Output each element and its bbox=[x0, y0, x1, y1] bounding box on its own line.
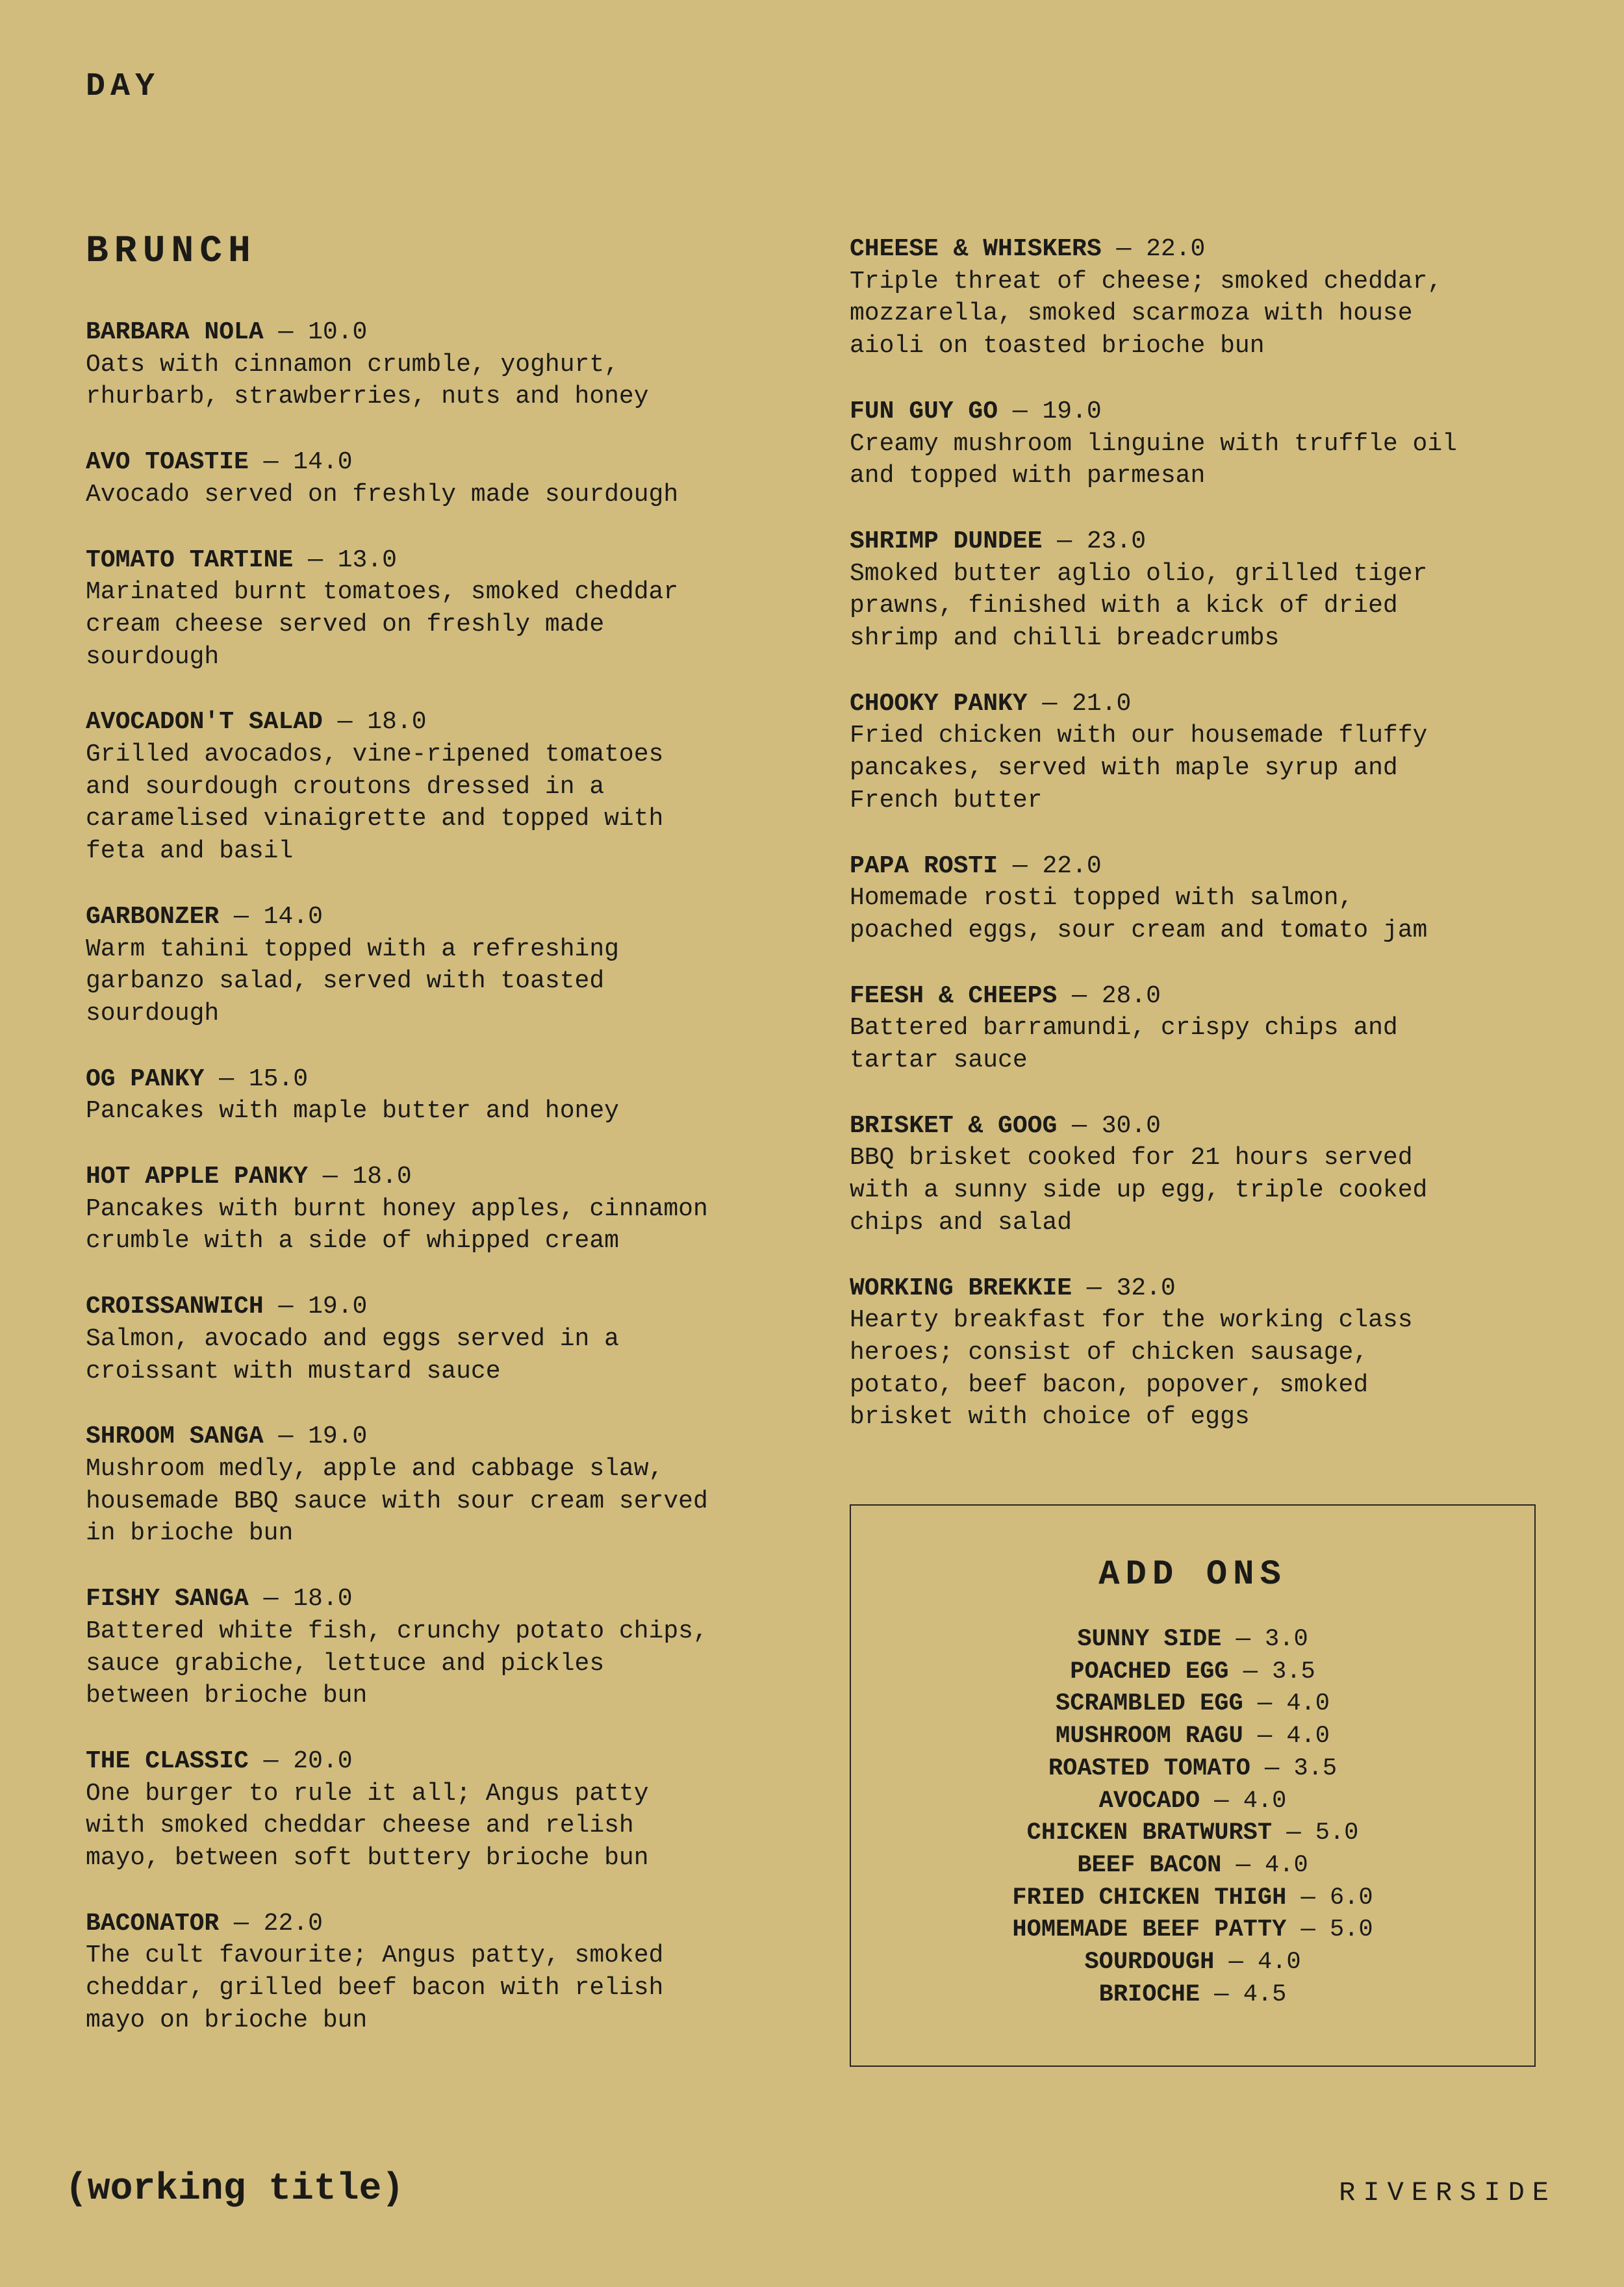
menu-item-name: OG PANKY bbox=[86, 1065, 205, 1093]
add-on-name: POACHED EGG bbox=[1070, 1658, 1229, 1686]
menu-item bbox=[86, 544, 800, 674]
price-separator: — bbox=[1214, 1980, 1229, 2008]
menu-item-heading bbox=[86, 1291, 800, 1323]
menu-item-price: 18.0 bbox=[293, 1585, 353, 1613]
price-separator: — bbox=[1243, 1658, 1258, 1686]
price-separator: — bbox=[1228, 1949, 1243, 1977]
menu-item-price: 18.0 bbox=[367, 708, 427, 737]
menu-item-heading bbox=[86, 1908, 800, 1940]
menu-item bbox=[86, 1063, 800, 1128]
menu-item-price: 19.0 bbox=[1042, 397, 1102, 425]
menu-item bbox=[850, 233, 1577, 362]
menu-item-heading bbox=[850, 850, 1577, 883]
add-on-price: 4.0 bbox=[1265, 1851, 1308, 1879]
price-separator: — bbox=[278, 1422, 294, 1451]
menu-item bbox=[850, 1110, 1577, 1239]
price-separator: — bbox=[1300, 1884, 1315, 1912]
menu-item-description: Battered barramundi, crispy chips and tartar sauce bbox=[850, 1014, 1398, 1075]
menu-item-description: Salmon, avocado and eggs served in a croissant with mustard sauce bbox=[86, 1324, 619, 1385]
menu-item-price: 32.0 bbox=[1116, 1274, 1176, 1302]
add-on-item bbox=[851, 1979, 1534, 2012]
menu-item-name: BARBARA NOLA bbox=[86, 318, 264, 346]
price-separator: — bbox=[263, 1585, 279, 1613]
price-separator: — bbox=[1072, 1111, 1087, 1140]
add-on-name: BRIOCHE bbox=[1098, 1980, 1200, 2008]
add-on-item bbox=[851, 1624, 1534, 1656]
brand-logo: (working title) bbox=[65, 2168, 405, 2210]
menu-item-heading bbox=[86, 1421, 800, 1453]
add-on-item bbox=[851, 1786, 1534, 1818]
menu-item-name: SHRIMP DUNDEE bbox=[850, 527, 1043, 555]
menu-item-name: CROISSANWICH bbox=[86, 1293, 264, 1321]
menu-item-description: Fried chicken with our housemade fluffy pancakes, served with maple syrup and French butter bbox=[850, 722, 1428, 815]
price-separator: — bbox=[234, 902, 249, 931]
menu-item-heading bbox=[850, 980, 1577, 1013]
menu-item-name: BRISKET & GOOG bbox=[850, 1111, 1058, 1140]
menu-item-name: TOMATO TARTINE bbox=[86, 546, 294, 574]
menu-item-heading bbox=[850, 233, 1577, 266]
price-separator: — bbox=[1012, 397, 1028, 425]
menu-item-name: PAPA ROSTI bbox=[850, 852, 998, 880]
menu-item-description: Avocado served on freshly made sourdough bbox=[86, 480, 679, 509]
add-on-name: SUNNY SIDE bbox=[1077, 1626, 1222, 1653]
add-on-name: ROASTED TOMATO bbox=[1048, 1754, 1250, 1782]
price-separator: — bbox=[219, 1065, 235, 1093]
price-separator: — bbox=[1236, 1851, 1250, 1879]
menu-item-description: Marinated burnt tomatoes, smoked cheddar cream cheese served on freshly made sourdough bbox=[86, 578, 679, 671]
brunch-title: BRUNCH bbox=[86, 231, 257, 273]
add-on-price: 4.0 bbox=[1286, 1723, 1330, 1750]
menu-item bbox=[86, 1421, 800, 1550]
menu-item-name: SHROOM SANGA bbox=[86, 1422, 264, 1451]
add-on-item bbox=[851, 1882, 1534, 1915]
menu-item-description: Warm tahini topped with a refreshing garbanzo salad, served with toasted sourdough bbox=[86, 935, 619, 1028]
menu-item bbox=[850, 525, 1577, 655]
add-ons-title: ADD ONS bbox=[1098, 1555, 1287, 1595]
add-on-price: 5.0 bbox=[1329, 1916, 1373, 1944]
menu-item-description: BBQ brisket cooked for 21 hours served with a sunny side up egg, triple cooked chips and salad bbox=[850, 1144, 1428, 1237]
menu-item bbox=[850, 850, 1577, 947]
menu-item-description: Pancakes with maple butter and honey bbox=[86, 1097, 619, 1126]
menu-item-heading bbox=[850, 1110, 1577, 1143]
price-separator: — bbox=[337, 708, 353, 737]
menu-item-price: 20.0 bbox=[293, 1747, 353, 1775]
menu-item-description: The cult favourite; Angus patty, smoked cheddar, grilled beef bacon with relish mayo on brioche bun bbox=[86, 1941, 664, 2034]
menu-item-price: 18.0 bbox=[352, 1163, 412, 1191]
menu-item-heading bbox=[86, 316, 800, 349]
menu-item-description: Mushroom medly, apple and cabbage slaw, housemade BBQ sauce with sour cream served in brioche bun bbox=[86, 1454, 708, 1548]
menu-item-description: Pancakes with burnt honey apples, cinnamon crumble with a side of whipped cream bbox=[86, 1194, 708, 1256]
menu-item-price: 21.0 bbox=[1072, 689, 1132, 718]
brunch-right-column bbox=[850, 233, 1577, 1467]
menu-item-price: 15.0 bbox=[248, 1065, 309, 1093]
add-on-name: FRIED CHICKEN THIGH bbox=[1012, 1884, 1287, 1912]
menu-item-heading bbox=[850, 688, 1577, 720]
price-separator: — bbox=[1300, 1916, 1315, 1944]
menu-item bbox=[86, 1908, 800, 2037]
price-separator: — bbox=[1072, 981, 1087, 1010]
menu-item-name: CHOOKY PANKY bbox=[850, 689, 1028, 718]
add-on-price: 3.0 bbox=[1265, 1626, 1308, 1653]
menu-item-heading bbox=[86, 1161, 800, 1193]
price-separator: — bbox=[1236, 1626, 1250, 1653]
menu-item bbox=[86, 1583, 800, 1712]
price-separator: — bbox=[322, 1163, 338, 1191]
add-on-price: 5.0 bbox=[1315, 1819, 1359, 1847]
add-on-name: BEEF BACON bbox=[1077, 1851, 1222, 1879]
menu-item-name: BACONATOR bbox=[86, 1909, 220, 1938]
menu-item-heading bbox=[850, 525, 1577, 558]
menu-item-price: 10.0 bbox=[308, 318, 368, 346]
price-separator: — bbox=[1086, 1274, 1102, 1302]
menu-item bbox=[86, 446, 800, 511]
price-separator: — bbox=[308, 546, 323, 574]
menu-item-name: WORKING BREKKIE bbox=[850, 1274, 1072, 1302]
menu-item bbox=[850, 396, 1577, 492]
add-on-price: 4.0 bbox=[1257, 1949, 1301, 1977]
add-on-price: 4.0 bbox=[1286, 1690, 1330, 1718]
menu-item-description: Smoked butter aglio olio, grilled tiger prawns, finished with a kick of dried shrimp and chilli breadcrumbs bbox=[850, 559, 1428, 653]
add-on-price: 3.5 bbox=[1272, 1658, 1315, 1686]
menu-item-heading bbox=[86, 1063, 800, 1096]
price-separator: — bbox=[234, 1909, 249, 1938]
price-separator: — bbox=[1042, 689, 1058, 718]
menu-item-name: FUN GUY GO bbox=[850, 397, 998, 425]
add-on-item bbox=[851, 1914, 1534, 1947]
menu-item-price: 14.0 bbox=[293, 448, 353, 477]
menu-item-price: 19.0 bbox=[308, 1422, 368, 1451]
menu-item-price: 28.0 bbox=[1101, 981, 1161, 1010]
menu-item-name: CHEESE & WHISKERS bbox=[850, 235, 1102, 263]
price-separator: — bbox=[263, 448, 279, 477]
menu-item-heading bbox=[86, 1583, 800, 1615]
location-label: RIVERSIDE bbox=[1339, 2177, 1556, 2208]
price-separator: — bbox=[1057, 527, 1072, 555]
add-on-name: SCRAMBLED EGG bbox=[1056, 1690, 1243, 1718]
menu-item bbox=[850, 688, 1577, 817]
add-on-item bbox=[851, 1721, 1534, 1753]
menu-item-price: 22.0 bbox=[1042, 852, 1102, 880]
price-separator: — bbox=[263, 1747, 279, 1775]
price-separator: — bbox=[1012, 852, 1028, 880]
price-separator: — bbox=[1257, 1723, 1273, 1750]
menu-item bbox=[86, 901, 800, 1030]
add-on-name: HOMEMADE BEEF PATTY bbox=[1012, 1916, 1287, 1944]
add-on-item bbox=[851, 1947, 1534, 1979]
menu-item bbox=[850, 980, 1577, 1077]
add-on-price: 4.0 bbox=[1243, 1787, 1287, 1815]
menu-item-heading bbox=[86, 1745, 800, 1778]
add-on-item bbox=[851, 1688, 1534, 1721]
menu-item bbox=[86, 706, 800, 868]
menu-item-description: One burger to rule it all; Angus patty with smoked cheddar cheese and relish mayo, between soft buttery brioche bun bbox=[86, 1779, 649, 1873]
menu-item-price: 13.0 bbox=[337, 546, 397, 574]
price-separator: — bbox=[1286, 1819, 1301, 1847]
menu-item-price: 19.0 bbox=[308, 1293, 368, 1321]
add-on-name: SOURDOUGH bbox=[1084, 1949, 1215, 1977]
add-on-name: MUSHROOM RAGU bbox=[1056, 1723, 1243, 1750]
menu-item-price: 22.0 bbox=[1146, 235, 1206, 263]
menu-item bbox=[86, 1745, 800, 1875]
menu-item bbox=[86, 1161, 800, 1257]
price-separator: — bbox=[1265, 1754, 1280, 1782]
add-ons-box bbox=[850, 1504, 1536, 2067]
add-on-price: 6.0 bbox=[1329, 1884, 1373, 1912]
menu-item-description: Grilled avocados, vine-ripened tomatoes and sourdough croutons dressed in a caramelised vinaigrette and topped with feta and basil bbox=[86, 740, 664, 866]
add-on-price: 4.5 bbox=[1243, 1980, 1287, 2008]
add-on-item bbox=[851, 1656, 1534, 1689]
menu-item-heading bbox=[86, 446, 800, 479]
menu-item-description: Oats with cinnamon crumble, yoghurt, rhurbarb, strawberries, nuts and honey bbox=[86, 350, 649, 411]
menu-item-description: Homemade rosti topped with salmon, poached eggs, sour cream and tomato jam bbox=[850, 884, 1428, 944]
menu-item-name: GARBONZER bbox=[86, 902, 220, 931]
brunch-left-column bbox=[86, 316, 800, 2070]
menu-item-price: 30.0 bbox=[1101, 1111, 1161, 1140]
add-on-name: CHICKEN BRATWURST bbox=[1026, 1819, 1273, 1847]
price-separator: — bbox=[1257, 1690, 1273, 1718]
menu-item-description: Creamy mushroom linguine with truffle oil and topped with parmesan bbox=[850, 429, 1457, 490]
menu-item-name: AVOCADON'T SALAD bbox=[86, 708, 323, 737]
menu-item-name: FISHY SANGA bbox=[86, 1585, 249, 1613]
add-on-name: AVOCADO bbox=[1098, 1787, 1200, 1815]
menu-item bbox=[86, 316, 800, 413]
menu-item-heading bbox=[86, 901, 800, 933]
add-on-price: 3.5 bbox=[1293, 1754, 1338, 1782]
menu-item-description: Hearty breakfast for the working class heroes; consist of chicken sausage, potato, beef bacon, popover, smoked brisket with choice of eggs bbox=[850, 1306, 1413, 1432]
menu-item-heading bbox=[86, 706, 800, 739]
menu-item-description: Battered white fish, crunchy potato chips, sauce grabiche, lettuce and pickles between brioche bun bbox=[86, 1617, 708, 1710]
menu-item-description: Triple threat of cheese; smoked cheddar, mozzarella, smoked scarmoza with house aioli on toasted brioche bun bbox=[850, 267, 1443, 360]
menu-item-heading bbox=[850, 396, 1577, 428]
page-label: DAY bbox=[86, 68, 160, 105]
menu-item-price: 14.0 bbox=[263, 902, 323, 931]
menu-item-name: HOT APPLE PANKY bbox=[86, 1163, 309, 1191]
price-separator: — bbox=[1214, 1787, 1229, 1815]
add-ons-list bbox=[851, 1624, 1534, 2011]
price-separator: — bbox=[1116, 235, 1132, 263]
price-separator: — bbox=[278, 318, 294, 346]
menu-item-price: 22.0 bbox=[263, 1909, 323, 1938]
menu-item bbox=[86, 1291, 800, 1387]
menu-item-name: THE CLASSIC bbox=[86, 1747, 249, 1775]
menu-item-price: 23.0 bbox=[1086, 527, 1147, 555]
add-on-item bbox=[851, 1850, 1534, 1882]
add-on-item bbox=[851, 1817, 1534, 1850]
menu-item bbox=[850, 1272, 1577, 1434]
menu-item-heading bbox=[850, 1272, 1577, 1305]
menu-item-heading bbox=[86, 544, 800, 577]
price-separator: — bbox=[278, 1293, 294, 1321]
add-on-item bbox=[851, 1753, 1534, 1786]
menu-item-name: AVO TOASTIE bbox=[86, 448, 249, 477]
menu-item-name: FEESH & CHEEPS bbox=[850, 981, 1058, 1010]
